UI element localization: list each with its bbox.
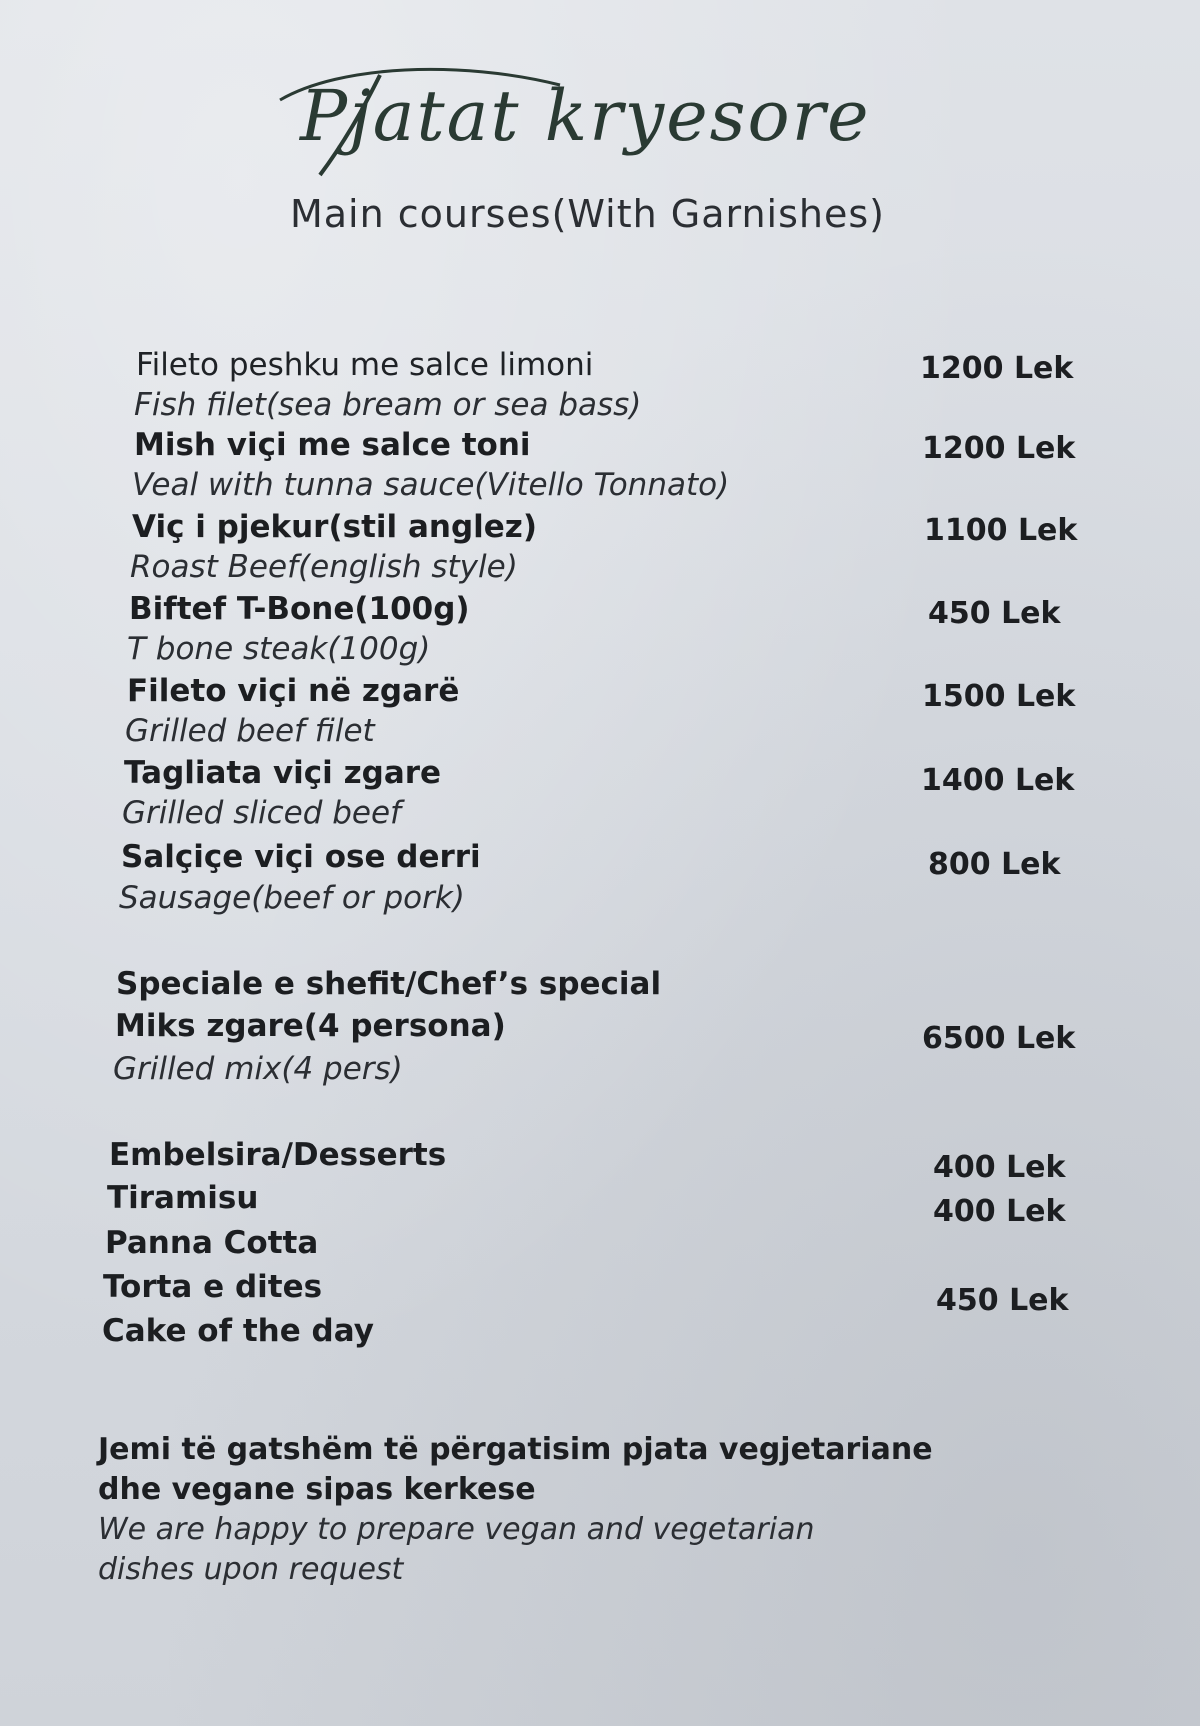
menu-item-desc: Grilled beef filet [125,713,375,749]
dessert-line: Cake of the day [102,1313,374,1349]
note-sq-line2: dhe vegane sipas kerkese [98,1472,536,1507]
menu-item-desc: Sausage(beef or pork) [119,880,465,916]
menu-item-name: Fileto peshku me salce limoni [136,347,594,383]
menu-item-price: 1200 Lek [920,351,1074,386]
menu-item-price: 800 Lek [928,847,1061,882]
menu-item-name: Biftef T-Bone(100g) [129,591,470,627]
menu-item-name: Salçiçe viçi ose derri [121,839,481,875]
menu-item-name: Viç i pjekur(stil anglez) [132,509,537,545]
special-item-name: Miks zgare(4 persona) [115,1008,506,1044]
dessert-line: Torta e dites [103,1269,323,1305]
menu-item-desc: T bone steak(100g) [127,631,431,667]
menu-item-name: Fileto viçi në zgarë [127,673,460,709]
special-heading: Speciale e shefit/Chef’s special [116,966,662,1002]
special-item-price: 6500 Lek [922,1021,1076,1056]
menu-subtitle: Main courses(With Garnishes) [289,192,885,236]
note-sq-line1: Jemi të gatshëm të përgatisim pjata vegjetariane [98,1432,933,1467]
dessert-line: Panna Cotta [105,1225,319,1261]
dessert-line: Tiramisu [107,1180,259,1216]
menu-item-desc: Grilled sliced beef [122,795,401,831]
menu-item-desc: Fish filet(sea bream or sea bass) [134,387,642,423]
menu-item-name: Mish viçi me salce toni [134,427,531,463]
menu-item-price: 1500 Lek [922,679,1076,714]
note-en-line1: We are happy to prepare vegan and vegetarian [98,1512,815,1547]
dietary-note [98,1430,948,1590]
menu-item-price: 1100 Lek [924,513,1078,548]
dessert-price: 400 Lek [933,1194,1066,1229]
dessert-price: 400 Lek [933,1150,1066,1185]
menu-item-desc: Veal with tunna sauce(Vitello Tonnato) [132,467,730,503]
special-item-desc: Grilled mix(4 pers) [113,1051,403,1087]
menu-item-price: 1200 Lek [922,431,1076,466]
menu-item-name: Tagliata viçi zgare [124,755,442,791]
menu-item-desc: Roast Beef(english style) [130,549,518,585]
menu-item-price: 450 Lek [928,596,1061,631]
svg-text:Pjatat kryesore: Pjatat kryesore [300,75,871,157]
desserts-heading: Embelsira/Desserts [109,1137,447,1173]
note-en-line2: dishes upon request [98,1552,404,1587]
menu-item-price: 1400 Lek [921,763,1075,798]
dessert-price: 450 Lek [936,1283,1069,1318]
menu-title-script [260,55,900,185]
